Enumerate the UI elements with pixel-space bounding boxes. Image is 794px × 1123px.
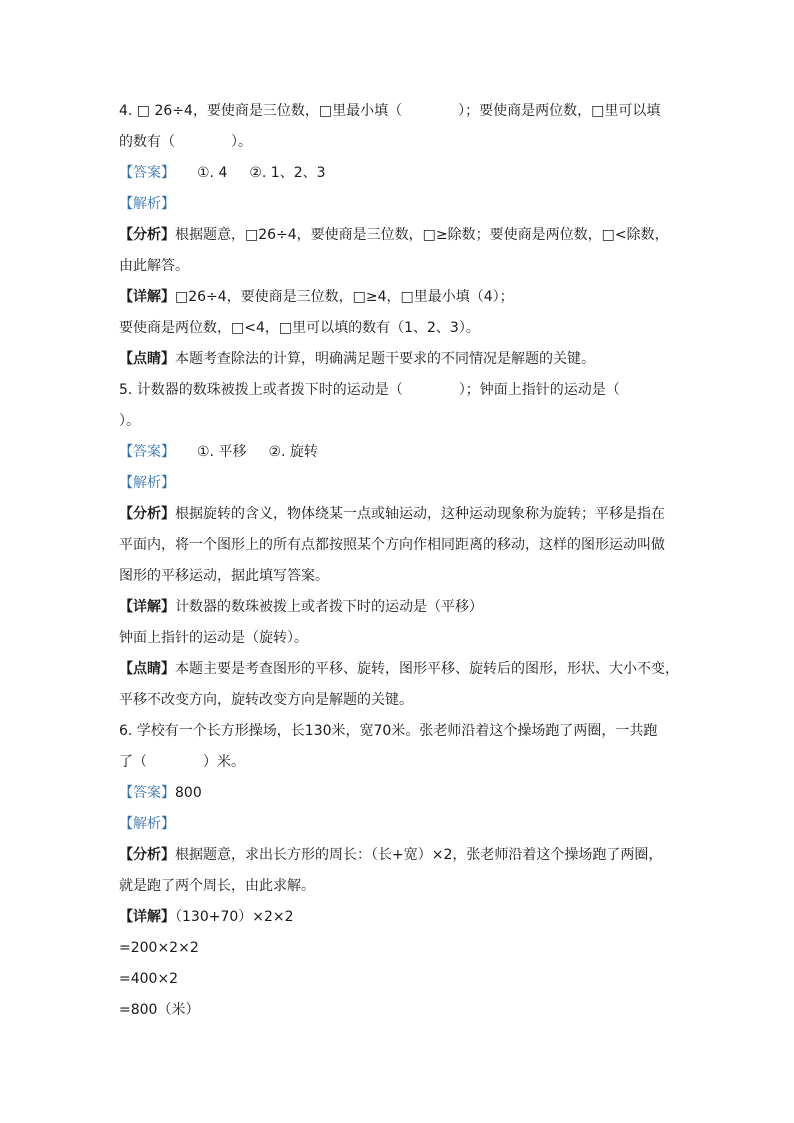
fenxi-tag: 【分析】 [119, 506, 175, 522]
q5-fenxi-line-1 [119, 499, 689, 530]
q4-comment [119, 344, 689, 375]
q5-answer [119, 437, 689, 468]
q5-fenxi-line-3 [119, 561, 689, 592]
q4-question-line-1 [119, 96, 689, 127]
q5-detail-text: 计数器的数珠被拨上或者拨下时的运动是（平移） [175, 599, 483, 615]
q6-calc-text: =200×2×2 [119, 940, 199, 956]
q6-answer [119, 778, 689, 809]
q4-question-line-2 [119, 127, 689, 158]
q6-detail-text: （130+70）×2×2 [175, 909, 294, 925]
q4-fenxi-text: 由此解答。 [119, 258, 189, 274]
detail-tag: 【详解】 [119, 909, 175, 925]
comment-tag: 【点睛】 [119, 661, 175, 677]
q5-question-line-2 [119, 406, 689, 437]
q5-detail-line-2 [119, 623, 689, 654]
q4-text: 4. □ 26÷4，要使商是三位数，□里最小填（ [119, 103, 403, 119]
q6-question-line-2 [119, 747, 689, 778]
q5-comment-text: 本题主要是考查图形的平移、旋转，图形平移、旋转后的图形，形状、大小不变， [175, 661, 679, 677]
q6-analysis-heading [119, 809, 689, 840]
q4-text: ）；要使商是两位数，□里可以填 [458, 103, 661, 119]
q4-detail-line-1 [119, 282, 689, 313]
q6-detail-line-1 [119, 902, 689, 933]
q5-detail-line-1 [119, 592, 689, 623]
q5-analysis-heading [119, 468, 689, 499]
q5-fenxi-text: 平面内，将一个图形上的所有点都按照某个方向作相同距离的移动，这样的图形运动叫做 [119, 537, 665, 553]
q6-question-line-1 [119, 716, 689, 747]
q6-answer-value: 800 [175, 785, 202, 801]
analysis-tag: 【解析】 [119, 196, 175, 212]
q6-calc-step-3 [119, 995, 689, 1026]
q6-calc-text: =400×2 [119, 971, 179, 987]
q4-answer-1: ①. 4 [197, 165, 228, 181]
analysis-tag: 【解析】 [119, 475, 175, 491]
q5-question-line-1 [119, 375, 689, 406]
q4-detail-line-2 [119, 313, 689, 344]
analysis-tag: 【解析】 [119, 816, 175, 832]
q6-fenxi-line-1 [119, 840, 689, 871]
q5-text: ）。 [119, 413, 140, 429]
q5-answer-2: ②. 旋转 [268, 444, 318, 460]
q4-fenxi-line-2 [119, 251, 689, 282]
q4-detail-text: 要使商是两位数，□<4，□里可以填的数有（1、2、3）。 [119, 320, 480, 336]
fenxi-tag: 【分析】 [119, 227, 175, 243]
q5-answer-1: ①. 平移 [197, 444, 247, 460]
q4-fenxi-line-1 [119, 220, 689, 251]
q6-text: 了（ [119, 754, 147, 770]
q6-fenxi-text: 根据题意，求出长方形的周长：（长+宽）×2，张老师沿着这个操场跑了两圈， [175, 847, 663, 863]
q4-comment-text: 本题考查除法的计算，明确满足题干要求的不同情况是解题的关键。 [175, 351, 595, 367]
fenxi-tag: 【分析】 [119, 847, 175, 863]
q5-detail-text: 钟面上指针的运动是（旋转）。 [119, 630, 308, 646]
answer-tag: 【答案】 [119, 444, 175, 460]
q5-fenxi-line-2 [119, 530, 689, 561]
q5-comment-text: 平移不改变方向，旋转改变方向是解题的关键。 [119, 692, 413, 708]
q4-detail-text: □26÷4，要使商是三位数，□≥4，□里最小填（4）； [175, 289, 514, 305]
answer-tag: 【答案】 [119, 165, 175, 181]
answer-tag: 【答案】 [119, 785, 175, 801]
q6-calc-step-2 [119, 964, 689, 995]
q5-text: 5. 计数器的数珠被拨上或者拨下时的运动是（ [119, 382, 403, 398]
detail-tag: 【详解】 [119, 289, 175, 305]
detail-tag: 【详解】 [119, 599, 175, 615]
q4-text: ）。 [231, 134, 252, 150]
q4-fenxi-text: 根据题意，□26÷4，要使商是三位数，□≥除数；要使商是两位数，□<除数， [175, 227, 669, 243]
document-body [119, 96, 689, 1026]
q6-text: ）米。 [203, 754, 245, 770]
q4-answer [119, 158, 689, 189]
q6-calc-step-1 [119, 933, 689, 964]
q5-text: ）；钟面上指针的运动是（ [458, 382, 620, 398]
q4-text: 的数有（ [119, 134, 175, 150]
q4-answer-2: ②. 1、2、3 [249, 165, 326, 181]
q6-fenxi-line-2 [119, 871, 689, 902]
q5-fenxi-text: 图形的平移运动，据此填写答案。 [119, 568, 329, 584]
q5-fenxi-text: 根据旋转的含义，物体绕某一点或轴运动，这种运动现象称为旋转；平移是指在 [175, 506, 665, 522]
q5-comment-line-1 [119, 654, 689, 685]
q6-calc-text: =800（米） [119, 1002, 200, 1018]
comment-tag: 【点睛】 [119, 351, 175, 367]
q5-comment-line-2 [119, 685, 689, 716]
q6-fenxi-text: 就是跑了两个周长，由此求解。 [119, 878, 315, 894]
q4-analysis-heading [119, 189, 689, 220]
q6-text: 6. 学校有一个长方形操场，长130米，宽70米。张老师沿着这个操场跑了两圈，一共跑 [119, 723, 658, 739]
